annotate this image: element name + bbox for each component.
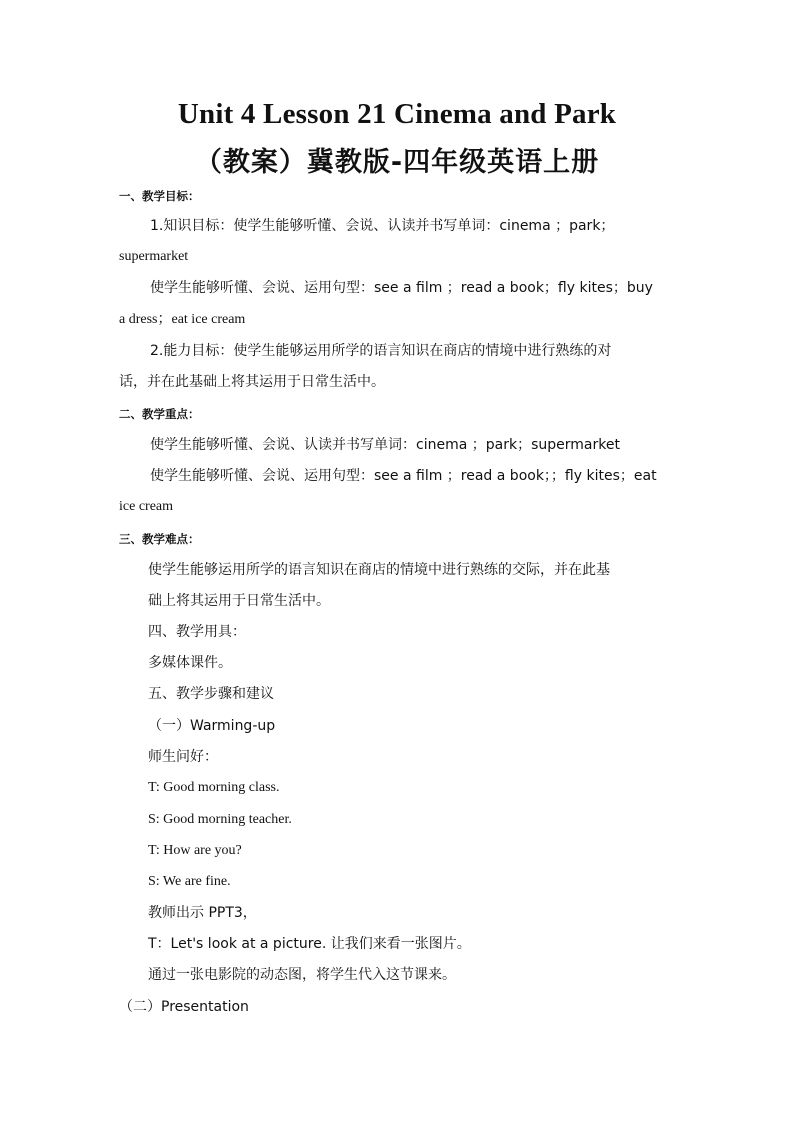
greeting-label: 师生问好： <box>148 749 218 765</box>
key-point-sentences-line2: ice cream <box>119 499 174 514</box>
dialog-line: S: Good morning teacher. <box>148 812 292 827</box>
objective-ability-line2: 话，并在此基础上将其运用于日常生活中。 <box>119 374 385 390</box>
objective-sentences-line2: a dress；eat ice cream <box>119 312 246 327</box>
teacher-line: T：Let's look at a picture. 让我们来看一张图片。 <box>148 936 471 952</box>
ppt-instruction: 教师出示 PPT3， <box>148 905 257 921</box>
difficulty-line1: 使学生能够运用所学的语言知识在商店的情境中进行熟练的交际，并在此基 <box>148 562 610 578</box>
document-title-chinese: （教案）冀教版-四年级英语上册 <box>194 147 600 178</box>
section-heading-objectives: 一、教学目标： <box>119 189 200 203</box>
section-heading-steps: 五、教学步骤和建议 <box>148 686 274 702</box>
objective-ability-line1: 2.能力目标：使学生能够运用所学的语言知识在商店的情境中进行熟练的对 <box>150 343 612 359</box>
objective-sentences-line1: 使学生能够听懂、会说、运用句型：see a film ；read a book；fly kites；buy <box>150 280 653 296</box>
document-title-english: Unit 4 Lesson 21 Cinema and Park <box>177 98 617 130</box>
objective-knowledge-line1: 1.知识目标：使学生能够听懂、会说、认读并书写单词：cinema ；park； <box>150 218 615 234</box>
key-point-words: 使学生能够听懂、会说、认读并书写单词：cinema ；park；supermarket <box>150 437 620 453</box>
section-heading-key-points: 二、教学重点： <box>119 407 200 421</box>
intro-line: 通过一张电影院的动态图，将学生代入这节课来。 <box>148 967 456 983</box>
objective-knowledge-line2: supermarket <box>119 249 189 264</box>
dialog-line: T: Good morning class. <box>148 780 280 795</box>
dialog-line: T: How are you? <box>148 843 242 858</box>
key-point-sentences-line1: 使学生能够听懂、会说、运用句型：see a film ；read a book；；fly kites；eat <box>150 468 657 484</box>
step-presentation-heading: （二）Presentation <box>119 999 249 1015</box>
step-warming-up-heading: （一）Warming-up <box>148 718 276 734</box>
tools-text: 多媒体课件。 <box>148 655 232 671</box>
dialog-line: S: We are fine. <box>148 874 231 889</box>
section-heading-tools: 四、教学用具： <box>148 624 246 640</box>
section-heading-difficulties: 三、教学难点： <box>119 532 200 546</box>
difficulty-line2: 础上将其运用于日常生活中。 <box>148 593 330 609</box>
